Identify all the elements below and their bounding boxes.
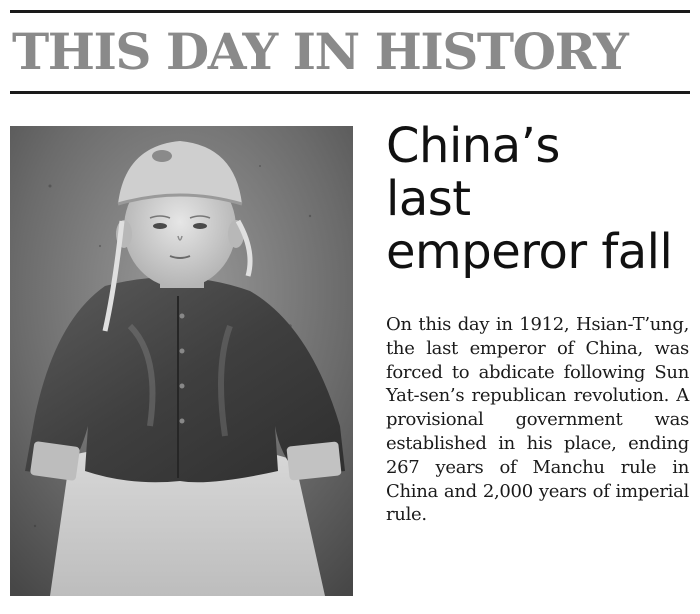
headline-line-3: emperor fall xyxy=(386,224,673,280)
section-kicker: THIS DAY IN HISTORY xyxy=(12,22,628,81)
article-body: On this day in 1912, Hsian-T’ung, the last emperor of China, was forced to abdicate following Sun Yat-sen’s republican revolution. A provisional government was established in his place, ending 267 years of Manchu rule in China and 2,000 years of imperial rule. xyxy=(386,314,689,526)
bottom-rule xyxy=(10,91,690,94)
article-headline xyxy=(386,120,690,279)
top-rule xyxy=(10,10,690,13)
headline-line-1: China’s xyxy=(386,118,560,174)
child-emperor-portrait-image xyxy=(10,126,353,596)
headline-line-2: last xyxy=(386,171,471,227)
historical-photo xyxy=(10,126,353,596)
